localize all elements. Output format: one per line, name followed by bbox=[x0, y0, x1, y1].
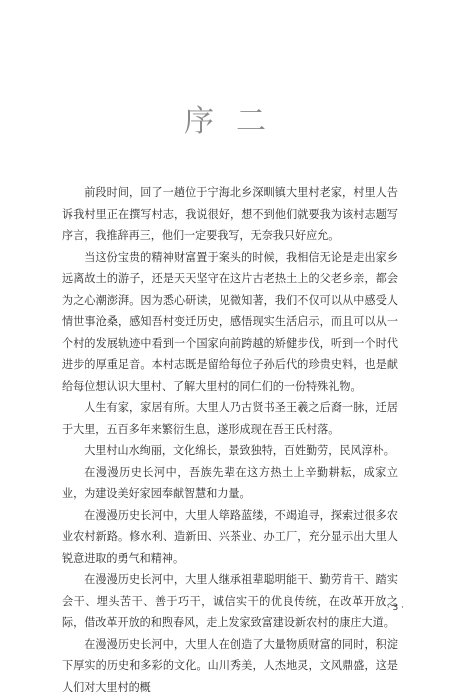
body-text bbox=[62, 182, 398, 698]
paragraph-3: 人生有家，家居有所。大里人乃古贤书圣王羲之后裔一脉，迁居于大里，五百多年来繁衍生息，遂形成现在吾王氏村落。 bbox=[62, 397, 398, 440]
paragraph-2: 当这份宝贵的精神财富置于案头的时候，我相信无论是走出家乡远离故土的游子，还是天天坚守在这片古老热土上的父老乡亲，都会为之心潮澎湃。因为悉心研读，见微知著，我们不仅可以从中感受人情世事沧桑，感知吾村变迁历史，感悟现实生活启示，而且可以从一个村的发展轨迹中看到一个国家向前跨越的矫健步伐，听到一个时代进步的厚重足音。本村志既是留给每位子孙后代的珍贵史料，也是献给每位想认识大里村、了解大里村的同仁们的一份特殊礼物。 bbox=[62, 247, 398, 398]
paragraph-8: 在漫漫历史长河中，大里人在创造了大量物质财富的同时，积淀下厚实的历史和多彩的文化。山川秀美，人杰地灵，文风鼎盛，这是人们对大里村的概 bbox=[62, 634, 398, 698]
page-number: · 3 · bbox=[387, 603, 404, 613]
page-title: 序二 bbox=[0, 96, 450, 140]
paragraph-6: 在漫漫历史长河中，大里人筚路蓝缕，不竭追寻，探索过很多农业农村新路。修水利、造新田、兴茶业、办工厂，充分显示出大里人锐意进取的勇气和精神。 bbox=[62, 505, 398, 570]
paragraph-1: 前段时间，回了一趟位于宁海北乡深甽镇大里村老家，村里人告诉我村里正在撰写村志，我说很好，想不到他们就要我为该村志题写序言，我推辞再三，他们一定要我写，无奈我只好应允。 bbox=[62, 182, 398, 247]
paragraph-7: 在漫漫历史长河中，大里人继承祖辈聪明能干、勤劳肯干、踏实会干、埋头苦干、善于巧干，诚信实干的优良传统，在改革开放之际，借改革开放的和煦春风，走上发家致富建设新农村的康庄大道。 bbox=[62, 569, 398, 634]
paragraph-5: 在漫漫历史长河中，吾族先辈在这方热土上辛勤耕耘，成家立业，为建设美好家园奉献智慧和力量。 bbox=[62, 462, 398, 505]
paragraph-4: 大里村山水绚丽，文化绵长，景致独特，百姓勤劳，民风淳朴。 bbox=[62, 440, 398, 462]
